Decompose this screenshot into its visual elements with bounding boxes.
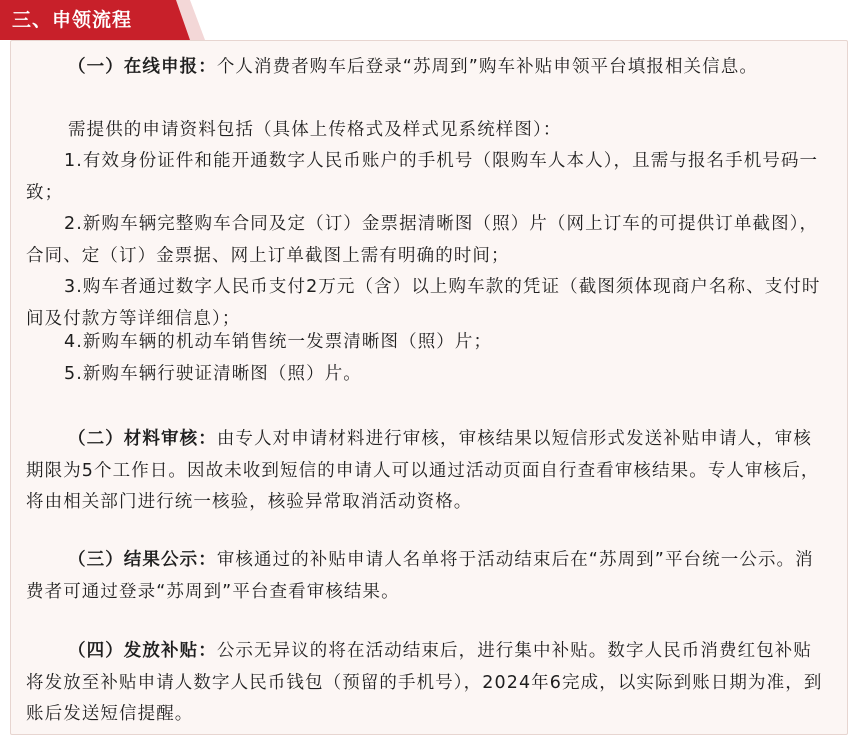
step-text: 审核通过的补贴申请人名单将于活动结束后在“苏周到”平台统一公示。消费者可通过登录“苏周到”平台查看审核结果。 xyxy=(26,550,814,602)
step-lead: （三）结果公示： xyxy=(68,550,217,570)
material-item: 2.新购车辆完整购车合同及定（订）金票据清晰图（照）片（网上订车的可提供订单截图），合同、定（订）金票据、网上订单截图上需有明确的时间； xyxy=(26,214,819,266)
step-lead: （四）发放补贴： xyxy=(68,641,217,661)
step-online-declare xyxy=(26,52,826,84)
step-subsidy-issue xyxy=(26,636,826,731)
materials-intro: 需提供的申请资料包括（具体上传格式及样式见系统样图）： xyxy=(68,120,562,140)
step-text: 个人消费者购车后登录“苏周到”购车补贴申领平台填报相关信息。 xyxy=(216,57,758,77)
step-lead: （二）材料审核： xyxy=(68,429,217,449)
material-item: 4.新购车辆的机动车销售统一发票清晰图（照）片； xyxy=(64,332,493,352)
material-item: 1.有效身份证件和能开通数字人民币账户的手机号（限购车人本人），且需与报名手机号码一致； xyxy=(26,151,819,203)
step-result-publicity xyxy=(26,545,826,608)
step-text: 由专人对申请材料进行审核，审核结果以短信形式发送补贴申请人，审核期限为5个工作日。因故未收到短信的申请人可以通过活动页面自行查看审核结果。专人审核后，将由相关部门进行统一核验，核验异常取消活动资格。 xyxy=(26,429,820,512)
section-title: 三、申领流程 xyxy=(12,9,133,31)
step-text: 公示无异议的将在活动结束后，进行集中补贴。数字人民币消费红包补贴将发放至补贴申请人数字人民币钱包（预留的手机号），2024年6完成，以实际到账日期为准，到账后发送短信提醒。 xyxy=(26,641,823,724)
material-item: 3.购车者通过数字人民币支付2万元（含）以上购车款的凭证（截图须体现商户名称、支付时间及付款方等详细信息）； xyxy=(26,277,821,329)
material-item: 5.新购车辆行驶证清晰图（照）片。 xyxy=(64,364,362,384)
step-material-review xyxy=(26,424,826,519)
step-lead: （一）在线申报： xyxy=(68,57,217,77)
